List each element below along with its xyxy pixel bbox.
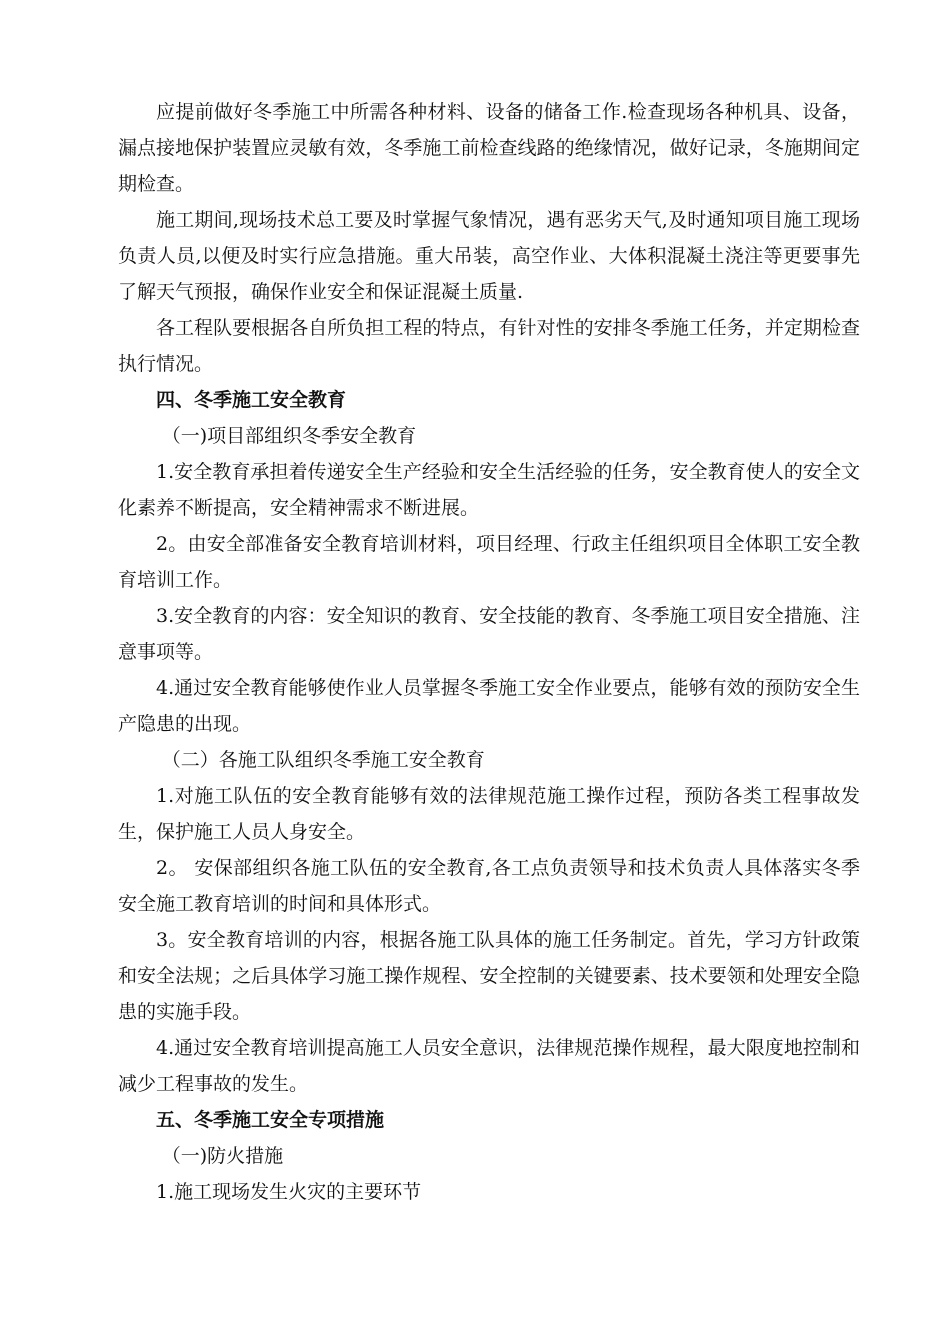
list-item: 2。 安保部组织各施工队伍的安全教育,各工点负责领导和技术负责人具体落实冬季安全施工教育培训的时间和具体形式。 [118,857,860,915]
section-heading-special-measures: 五、冬季施工安全专项措施 [156,1109,385,1131]
section-heading-safety-education: 四、冬季施工安全教育 [156,389,347,411]
subsection-heading-fire-prevention: （一)防火措施 [161,1145,284,1167]
paragraph-weather-monitoring: 施工期间,现场技术总工要及时掌握气象情况，遇有恶劣天气,及时通知项目施工现场负责人员,以便及时实行应急措施。重大吊装，高空作业、大体积混凝土浇注等更要事先了解天气预报，确保作业安全和保证混凝土质量. [118,209,860,303]
subsection-heading-project-education: （一)项目部组织冬季安全教育 [161,425,417,447]
list-item: 1.对施工队伍的安全教育能够有效的法律规范施工操作过程，预防各类工程事故发生，保护施工人员人身安全。 [118,785,860,843]
subsection-heading-team-education: （二）各施工队组织冬季施工安全教育 [161,749,485,771]
paragraph-material-preparation: 应提前做好冬季施工中所需各种材料、设备的储备工作.检查现场各种机具、设备，漏点接地保护装置应灵敏有效，冬季施工前检查线路的绝缘情况，做好记录，冬施期间定期检查。 [118,101,860,195]
paragraph-team-tasks: 各工程队要根据各自所负担工程的特点，有针对性的安排冬季施工任务，并定期检查执行情况。 [118,317,860,375]
list-item: 3.安全教育的内容：安全知识的教育、安全技能的教育、冬季施工项目安全措施、注意事项等。 [118,605,860,663]
list-item: 2。由安全部准备安全教育培训材料，项目经理、行政主任组织项目全体职工安全教育培训工作。 [118,533,860,591]
list-item: 1.施工现场发生火灾的主要环节 [156,1181,422,1203]
list-item: 1.安全教育承担着传递安全生产经验和安全生活经验的任务，安全教育使人的安全文化素养不断提高，安全精神需求不断进展。 [118,461,860,519]
list-item: 4.通过安全教育培训提高施工人员安全意识，法律规范操作规程，最大限度地控制和减少工程事故的发生。 [118,1037,860,1095]
list-item: 3。安全教育培训的内容，根据各施工队具体的施工任务制定。首先，学习方针政策和安全法规；之后具体学习施工操作规程、安全控制的关键要素、技术要领和处理安全隐患的实施手段。 [118,929,860,1023]
list-item: 4.通过安全教育能够使作业人员掌握冬季施工安全作业要点，能够有效的预防安全生产隐患的出现。 [118,677,860,735]
document-body [118,94,860,1210]
